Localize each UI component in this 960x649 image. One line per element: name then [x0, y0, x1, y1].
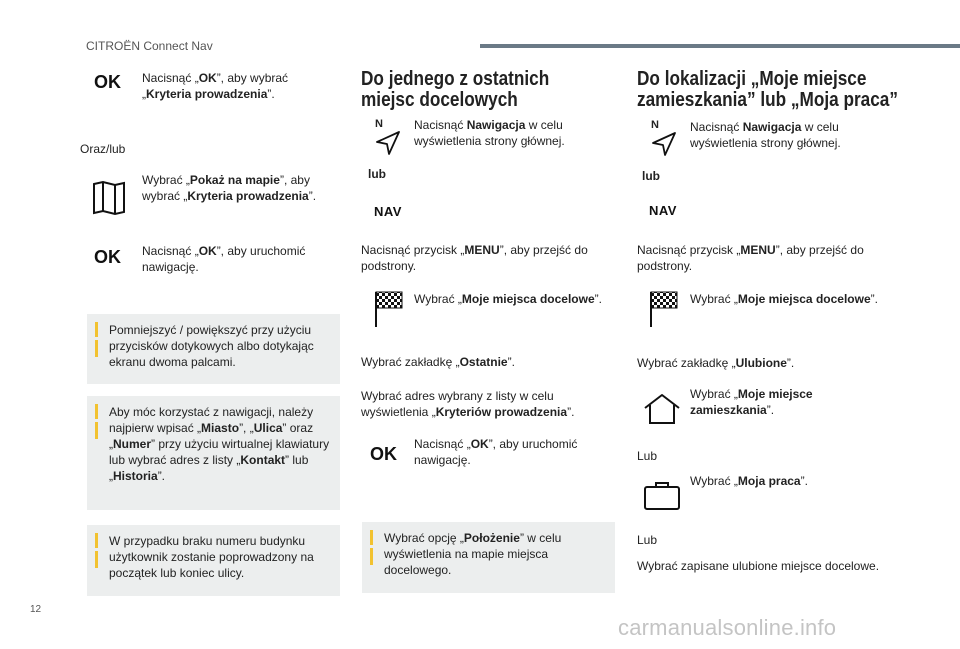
header-title: CITROËN Connect Nav [86, 39, 213, 53]
col1-step1: Nacisnąć „OK”, aby wybrać „Kryteria prowadzenia”. [142, 71, 289, 101]
col2-menu: Nacisnąć przycisk „MENU”, aby przejść do podstrony. [361, 243, 588, 273]
watermark: carmanualsonline.info [618, 615, 837, 640]
col3-saved: Wybrać zapisane ulubione miejsce docelowe. [637, 559, 880, 573]
note-zoom: Pomniejszyć / powiększyć przy użyciu przycisków dotykowych albo dotykając ekranu dwoma palcami. [87, 314, 340, 384]
col2-address: Wybrać adres wybrany z listy w celu wyświetlenia „Kryteriów prowadzenia”. [361, 389, 575, 419]
page-number: 12 [30, 604, 42, 615]
ok-symbol: OK [94, 72, 121, 92]
col1-step3: Nacisnąć „OK”, aby uruchomić nawigację. [142, 244, 306, 274]
col1-oraz: Oraz/lub [80, 142, 126, 156]
col3-title: Do lokalizacji „Moje miejsce zamieszkania” lub „Moja praca” [637, 68, 898, 111]
flag-icon [373, 290, 405, 333]
note-address: Aby móc korzystać z nawigacji, należy najpierw wpisać „Miasto”, „Ulica” oraz „Numer” przy użyciu wirtualnej klawiatury lub wybrać adres z listy „Kontakt” lub „Historia”. [87, 396, 340, 510]
header-bar [480, 44, 960, 48]
note-no-number: W przypadku braku numeru budynku użytkownik zostanie poprowadzony na początek lub koniec ulicy. [87, 525, 340, 596]
nav-symbol: NAV [649, 203, 677, 218]
ok-symbol: OK [94, 247, 121, 267]
col3-step2: Wybrać „Moje miejsca docelowe”. [690, 292, 878, 306]
col3-home: Wybrać „Moje miejsce zamieszkania”. [690, 387, 813, 417]
col2-step1: Nacisnąć Nawigacja w celu wyświetlenia strony głównej. [414, 118, 565, 148]
home-icon [643, 393, 681, 430]
col2-title: Do jednego z ostatnich miejsc docelowych [361, 68, 550, 111]
col3-tab: Wybrać zakładkę „Ulubione”. [637, 356, 795, 370]
map-icon [91, 180, 127, 221]
lub-label: lub [368, 167, 386, 181]
col2-tab: Wybrać zakładkę „Ostatnie”. [361, 355, 515, 369]
flag-icon [648, 290, 680, 333]
col1-step2: Wybrać „Pokaż na mapie”, aby wybrać „Kryteria prowadzenia”. [142, 173, 317, 203]
col3-step1: Nacisnąć Nawigacja w celu wyświetlenia strony głównej. [690, 120, 841, 150]
col2-step2: Wybrać „Moje miejsca docelowe”. [414, 292, 602, 306]
lub-label: lub [642, 169, 660, 183]
note-position: Wybrać opcję „Położenie” w celu wyświetlenia na mapie miejsca docelowego. [362, 522, 615, 593]
col3-lub2: Lub [637, 533, 658, 547]
col3-menu: Nacisnąć przycisk „MENU”, aby przejść do podstrony. [637, 243, 864, 273]
ok-symbol: OK [370, 444, 397, 464]
col2-step3: Nacisnąć „OK”, aby uruchomić nawigację. [414, 437, 578, 467]
col3-work: Wybrać „Moja praca”. [690, 474, 808, 488]
nav-symbol: NAV [374, 204, 402, 219]
col3-lub1: Lub [637, 449, 658, 463]
briefcase-icon [643, 481, 681, 516]
